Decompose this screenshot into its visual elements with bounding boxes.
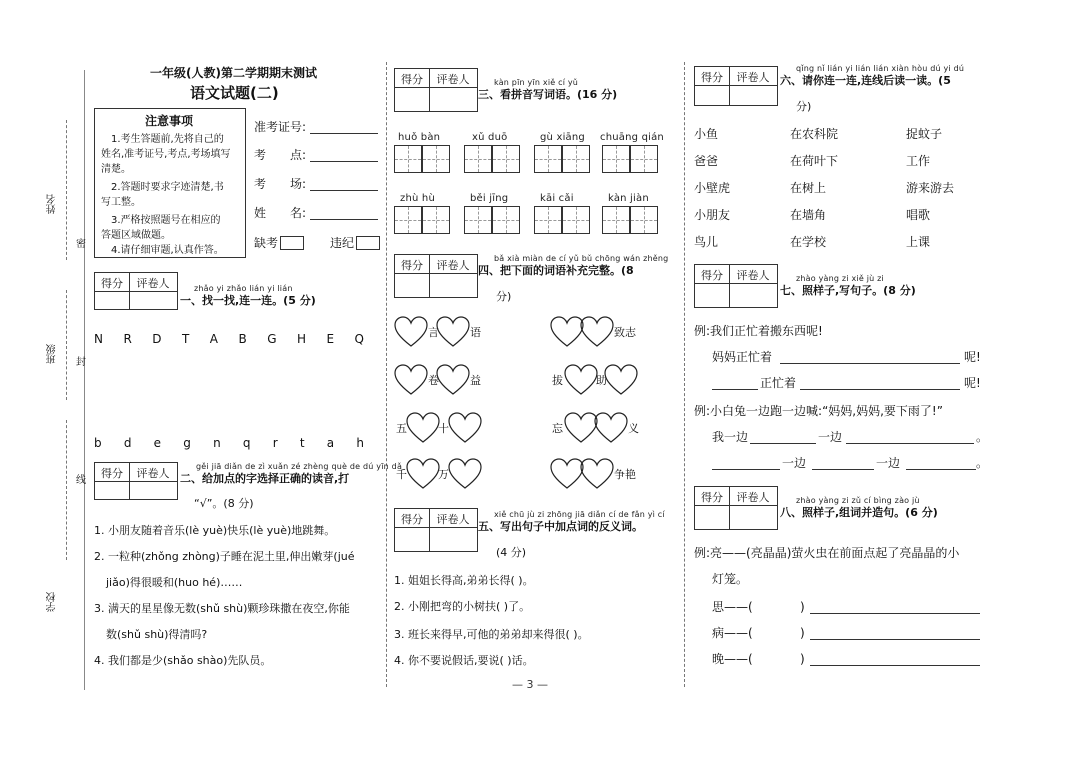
heart-blank[interactable] (394, 316, 428, 348)
word-prompt: 病——( (712, 626, 753, 640)
idiom-char: 致志 (614, 326, 636, 339)
field-name-input[interactable] (310, 219, 378, 220)
idiom-char: 争艳 (614, 468, 636, 481)
heart-blank[interactable] (564, 364, 598, 396)
letter[interactable]: E (326, 332, 335, 346)
answer-line[interactable] (800, 389, 960, 390)
violation-box[interactable] (356, 236, 380, 250)
idiom-char: 五 (396, 422, 407, 435)
score-box: 得分 评卷人 (694, 264, 778, 308)
answer-line[interactable] (750, 443, 816, 444)
answer-line[interactable] (780, 363, 960, 364)
sentence-end: 呢! (964, 376, 981, 390)
question: 4. 我们都是少(shǎo shào)先队员。 (94, 654, 272, 667)
writing-grid[interactable] (562, 206, 590, 234)
writing-grid[interactable] (630, 145, 658, 173)
question: jiǎo)得很暖和(huo hé)…… (106, 576, 243, 589)
example-sentence: 例:亮——(亮晶晶)萤火虫在前面点起了亮晶晶的小 (694, 546, 960, 560)
letter[interactable]: g (183, 436, 191, 450)
notice-line: 清楚。 (101, 164, 131, 175)
pinyin-word: huǒ bàn (398, 132, 441, 143)
notice-line: 写工整。 (101, 197, 141, 208)
section7-pinyin: zhào yàng zi xiě jù zi (796, 274, 884, 283)
heart-blank[interactable] (406, 412, 440, 444)
letter[interactable]: H (296, 332, 306, 346)
heart-blank[interactable] (550, 458, 584, 490)
word-close: ) (800, 600, 805, 614)
notice-title: 注意事项 (145, 114, 194, 128)
sentence-prompt: 一边 (876, 456, 901, 470)
letter[interactable]: D (152, 332, 162, 346)
match-left[interactable]: 小壁虎 (694, 181, 731, 195)
field-exam-no-input[interactable] (310, 133, 378, 134)
score-box: 得分 评卷人 (694, 486, 778, 530)
section5-title: 五、写出句子中加点词的反义词。 (478, 520, 643, 533)
letter[interactable]: B (238, 332, 247, 346)
letter[interactable]: q (242, 436, 251, 450)
field-point-label: 考 点: (254, 148, 307, 162)
writing-grid[interactable] (422, 206, 450, 234)
section4-title-cont: 分) (496, 290, 512, 303)
field-name-label: 姓 名: (254, 206, 307, 220)
score-box: 得分 评卷人 (394, 508, 478, 552)
example-sentence: 例:小白兔一边跑一边喊:“妈妈,妈妈,要下雨了!” (694, 404, 943, 418)
section4-title: 四、把下面的词语补充完整。(8 (478, 264, 634, 277)
writing-grid[interactable] (602, 206, 630, 234)
letter[interactable]: b (94, 436, 102, 450)
section6-title: 六、请你连一连,连线后读一读。(5 (780, 74, 951, 87)
heart-blank[interactable] (594, 412, 628, 444)
sentence-end: 。 (976, 456, 989, 470)
match-left[interactable]: 小朋友 (694, 208, 731, 222)
idiom-char: 拔 (552, 374, 563, 387)
lowercase-letters (94, 436, 364, 450)
letter[interactable]: r (272, 436, 278, 450)
match-mid[interactable]: 在荷叶下 (790, 154, 839, 168)
section3-title: 三、看拼音写词语。(16 分) (478, 88, 618, 101)
question: 2. 一粒种(zhǒng zhòng)子睡在泥土里,伸出嫩芽(jué (94, 550, 355, 563)
writing-grid[interactable] (394, 145, 422, 173)
match-right[interactable]: 上课 (906, 235, 931, 249)
sentence-prompt: 妈妈正忙着 (712, 350, 773, 364)
idiom-char: 万 (438, 468, 449, 481)
answer-line[interactable] (810, 613, 980, 614)
word-close: ) (800, 652, 805, 666)
idiom-char: 千 (396, 468, 407, 481)
letter[interactable]: a (326, 436, 335, 450)
writing-grid[interactable] (534, 206, 562, 234)
pinyin-word: xǔ duō (472, 132, 508, 143)
letter[interactable]: N (94, 332, 103, 346)
notice-line: 答题区域做题。 (101, 230, 171, 241)
heart-blank[interactable] (436, 364, 470, 396)
section6-title-cont: 分) (796, 100, 812, 113)
match-left[interactable]: 小鱼 (694, 127, 719, 141)
heart-blank[interactable] (580, 458, 614, 490)
pinyin-word: běi jīng (470, 193, 509, 204)
section6-pinyin: qǐng nǐ lián yi lián lián xiàn hòu dú yi dú (796, 64, 965, 73)
question: 3. 班长来得早,可他的弟弟却来得很( )。 (394, 628, 589, 641)
section8-pinyin: zhào yàng zi zǔ cí bìng zào jù (796, 496, 920, 505)
field-point-input[interactable] (310, 161, 378, 162)
heart-blank[interactable] (448, 458, 482, 490)
notice-line: 1.考生答题前,先将自己的 (111, 134, 224, 145)
section3-pinyin: kàn pīn yīn xiě cí yǔ (494, 78, 579, 87)
heart-blank[interactable] (406, 458, 440, 490)
letter[interactable]: e (153, 436, 162, 450)
letter[interactable]: t (299, 436, 305, 450)
writing-grid[interactable] (464, 206, 492, 234)
exam-subtitle: 语文试题(二) (190, 84, 279, 102)
match-right[interactable]: 工作 (906, 154, 931, 168)
heart-blank[interactable] (394, 364, 428, 396)
sentence-prompt: 我一边 (712, 430, 749, 444)
section4-pinyin: bǎ xià miàn de cí yǔ bǔ chōng wán zhěng (494, 254, 669, 263)
section5-pinyin: xiě chū jù zi zhōng jiā diǎn cí de fǎn yì cí (494, 510, 665, 519)
score-box: 得分 评卷人 (94, 462, 178, 500)
absent-box[interactable] (280, 236, 304, 250)
heart-blank[interactable] (436, 316, 470, 348)
notice-line: 3.严格按照题号在相应的 (111, 215, 221, 226)
pinyin-word: chuāng qián (600, 132, 664, 143)
score-box: 得分 评卷人 (394, 68, 478, 112)
section7-title: 七、照样子,写句子。(8 分) (780, 284, 916, 297)
side-label-name: 姓名 (47, 194, 58, 214)
writing-grid[interactable] (534, 145, 562, 173)
field-exam-no-label: 准考证号: (254, 120, 307, 134)
side-label-school: 学校 (47, 592, 58, 612)
idiom-char: 忘 (552, 422, 563, 435)
writing-grid[interactable] (492, 206, 520, 234)
answer-line[interactable] (712, 389, 758, 390)
notice-line: 4.请仔细审题,认真作答。 (111, 245, 224, 256)
idiom-char: 言 (428, 326, 439, 339)
notice-line: 2.答题时要求字迹清楚,书 (111, 182, 224, 193)
sentence-end: 呢! (964, 350, 981, 364)
pinyin-word: kāi cǎi (540, 193, 574, 204)
question: 4. 你不要说假话,要说( )话。 (394, 654, 534, 667)
letter[interactable]: n (213, 436, 221, 450)
answer-line[interactable] (810, 665, 980, 666)
side-mark-xian: 线 (76, 475, 86, 486)
match-left[interactable]: 爸爸 (694, 154, 719, 168)
idiom-char: 语 (470, 326, 481, 339)
match-mid[interactable]: 在学校 (790, 235, 827, 249)
field-room-input[interactable] (310, 190, 378, 191)
idiom-char: 卷 (428, 374, 439, 387)
match-mid[interactable]: 在农科院 (790, 127, 839, 141)
section2-pinyin: gěi jiā diǎn de zì xuǎn zé zhèng què de dú yīn dǎ (196, 462, 403, 471)
word-prompt: 思——( (712, 600, 753, 614)
heart-blank[interactable] (448, 412, 482, 444)
letter[interactable]: h (356, 436, 364, 450)
section5-title-cont: (4 分) (496, 546, 527, 559)
word-close: ) (800, 626, 805, 640)
pinyin-word: kàn jiàn (608, 193, 649, 204)
writing-grid[interactable] (562, 145, 590, 173)
example-sentence: 例:我们正忙着搬东西呢! (694, 324, 823, 338)
answer-line[interactable] (906, 469, 976, 470)
letter[interactable]: T (181, 332, 190, 346)
page-number: — 3 — (512, 678, 548, 691)
example-sentence-cont: 灯笼。 (712, 572, 749, 586)
answer-line[interactable] (712, 469, 780, 470)
sentence-prompt: 一边 (818, 430, 843, 444)
heart-blank[interactable] (580, 316, 614, 348)
idiom-char: 十 (438, 422, 449, 435)
answer-line[interactable] (846, 443, 974, 444)
uppercase-letters (94, 332, 364, 346)
heart-blank[interactable] (604, 364, 638, 396)
letter[interactable]: d (123, 436, 132, 450)
question: 3. 满天的星星像无数(shǔ shù)颗珍珠撒在夜空,你能 (94, 602, 350, 615)
writing-grid[interactable] (394, 206, 422, 234)
section1-title: 一、找一找,连一连。(5 分) (180, 294, 316, 307)
side-mark-mi: 密 (76, 239, 86, 250)
letter[interactable]: Q (354, 332, 364, 346)
answer-line[interactable] (810, 639, 980, 640)
heart-blank[interactable] (550, 316, 584, 348)
question: 数(shǔ shù)得清吗? (106, 628, 208, 641)
writing-grid[interactable] (602, 145, 630, 173)
match-mid[interactable]: 在墙角 (790, 208, 827, 222)
letter[interactable]: R (123, 332, 132, 346)
section1-pinyin: zhǎo yi zhǎo lián yi lián (194, 284, 293, 293)
writing-grid[interactable] (492, 145, 520, 173)
field-absent-label: 缺考 (254, 236, 279, 250)
idiom-char: 助 (596, 374, 607, 387)
match-mid[interactable]: 在树上 (790, 181, 827, 195)
section2-title-cont: “√”。(8 分) (194, 497, 254, 510)
idiom-char: 义 (628, 422, 639, 435)
writing-grid[interactable] (422, 145, 450, 173)
sentence-prompt: 一边 (782, 456, 807, 470)
sentence-prompt: 正忙着 (760, 376, 797, 390)
section2-title: 二、给加点的字选择正确的读音,打 (180, 472, 350, 485)
answer-line[interactable] (812, 469, 874, 470)
score-box: 得分 评卷人 (394, 254, 478, 298)
sentence-end: 。 (976, 430, 989, 444)
pinyin-word: gù xiāng (540, 132, 585, 143)
match-right[interactable]: 唱歌 (906, 208, 931, 222)
field-violation-label: 违纪 (330, 236, 355, 250)
notice-box (94, 108, 246, 258)
pinyin-word: zhù hù (400, 193, 435, 204)
idiom-char: 益 (470, 374, 481, 387)
question: 1. 小朋友随着音乐(lè yuè)快乐(lè yuè)地跳舞。 (94, 524, 336, 537)
writing-grid[interactable] (464, 145, 492, 173)
notice-line: 姓名,准考证号,考点,考场填写 (101, 149, 231, 160)
score-box: 得分 评卷人 (694, 66, 778, 106)
letter[interactable]: G (267, 332, 277, 346)
writing-grid[interactable] (630, 206, 658, 234)
match-right[interactable]: 捉蚊子 (906, 127, 943, 141)
match-left[interactable]: 鸟儿 (694, 235, 719, 249)
exam-title: 一年级(人教)第二学期期末测试 (150, 66, 317, 80)
side-label-class: 班级 (47, 344, 58, 364)
question: 2. 小刚把弯的小树扶( )了。 (394, 600, 531, 613)
score-box: 得分 评卷人 (94, 272, 178, 310)
letter[interactable]: A (209, 332, 219, 346)
field-room-label: 考 场: (254, 177, 307, 191)
section8-title: 八、照样子,组词并造句。(6 分) (780, 506, 938, 519)
side-mark-feng: 封 (76, 357, 86, 368)
heart-blank[interactable] (564, 412, 598, 444)
question: 1. 姐姐长得高,弟弟长得( )。 (394, 574, 534, 587)
word-prompt: 晚——( (712, 652, 753, 666)
match-right[interactable]: 游来游去 (906, 181, 955, 195)
